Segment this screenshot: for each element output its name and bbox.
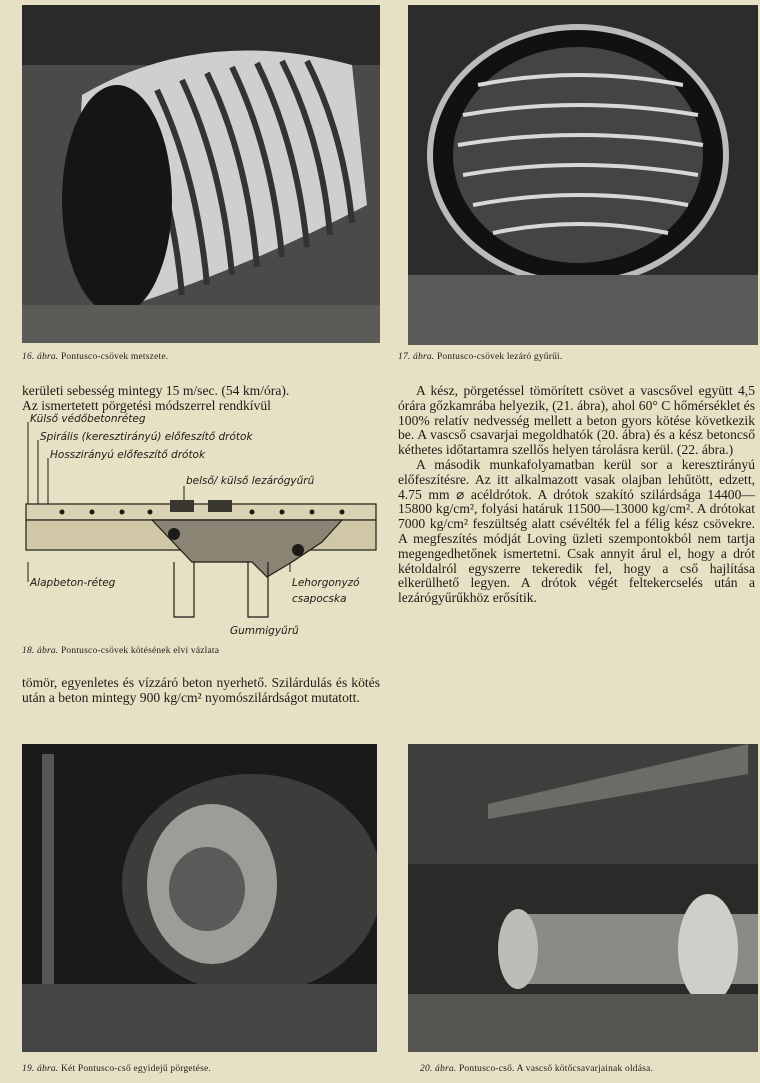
figure-18-number: 18. ábra. xyxy=(22,646,59,656)
label-csapocska: csapocska xyxy=(292,593,347,605)
label-lehorgonyzo: Lehorgonyzó xyxy=(292,577,360,589)
figure-18-caption xyxy=(22,646,219,656)
label-spiralis: Spirális (keresztirányú) előfeszítő drótok xyxy=(40,431,253,443)
figure-20-number: 20. ábra. xyxy=(420,1064,457,1074)
left-text-top xyxy=(22,384,382,414)
figure-20-caption-text: Pontusco-cső. A vascső kötőcsavarjainak oldása. xyxy=(458,1064,654,1074)
figure-18-diagram xyxy=(22,412,382,642)
figure-19-caption-text: Két Pontusco-cső egyidejű pörgetése. xyxy=(60,1064,211,1074)
left-text-paragraph: tömör, egyenletes és vízzáró beton nyerhető. Szilárdulás és kötés után a beton mintegy 900 kg/cm² nyomószilárdságot mutatott. xyxy=(22,675,380,705)
right-text xyxy=(398,384,755,606)
right-paragraph-2: A második munkafolyamatban kerül sor a keresztirányú előfeszítésre. Az itt alkalmazott vasak olajban lehűtött, edzett, 4.75 mm ⌀ acéldrótok. A drótok szakító szilárdsága 14400—15800 kg/cm², folyási határuk 11500—13000 kg/cm². A drótokat 7000 kg/cm² feszültség alatt csévélték fel a félig kész csövekre. A megfeszítés módját Loving üzleti szempontokból nem tartja megengedhetőnek ismertetni. Csak annyit árul el, hogy a drót kétoldalról egyszerre tekeredik fel, hogy a cső hajlítása elkerülhető legyen. A drótok végét feltekercselés után a lezárógyűrűkhöz erősítik. xyxy=(398,456,755,606)
label-hossz: Hosszirányú előfeszítő drótok xyxy=(50,449,206,461)
figure-17-caption-text: Pontusco-csövek lezáró gyűrűi. xyxy=(436,352,563,362)
figure-19-caption xyxy=(22,1064,211,1074)
label-kulso: Külső védőbetonréteg xyxy=(30,413,146,425)
figure-20-caption xyxy=(420,1064,653,1074)
label-alap: Alapbeton-réteg xyxy=(30,577,116,589)
figure-16-number: 16. ábra. xyxy=(22,352,59,362)
label-gumi: Gummigyűrű xyxy=(230,625,299,637)
figure-19-number: 19. ábra. xyxy=(22,1064,59,1074)
figure-17-photo xyxy=(408,5,758,345)
figure-19-photo xyxy=(22,744,377,1052)
figure-16-caption-text: Pontusco-csövek metszete. xyxy=(60,352,169,362)
figure-16-caption xyxy=(22,352,168,362)
right-paragraph-1: A kész, pörgetéssel tömörített csövet a vascsővel együtt 4,5 órára gőzkamrába helyezik, (21. ábra), ahol 60° C hőmérséklet és 100% relatív nedvesség mellett a beton gyors kötése következik be. A vascső csavarjai megoldhatók (20. ábra) és a kész betoncső kéthetes időtartamra szellős helyen tárolásra kerül. (22. ábra.) xyxy=(398,383,755,458)
figure-20-photo xyxy=(408,744,758,1052)
label-lezaro: belső/ külső lezárógyűrű xyxy=(186,475,315,487)
left-text-line: Az ismertetett pörgetési módszerrel rendkívül xyxy=(22,397,271,413)
figure-17-number: 17. ábra. xyxy=(398,352,435,362)
left-text-line: kerületi sebesség mintegy 15 m/sec. (54 km/óra). xyxy=(22,383,290,398)
figure-18-caption-text: Pontusco-csövek kötésének elvi vázlata xyxy=(60,646,220,656)
left-text-bottom xyxy=(22,676,380,706)
figure-17-caption xyxy=(398,352,562,362)
figure-16-photo xyxy=(22,5,380,343)
